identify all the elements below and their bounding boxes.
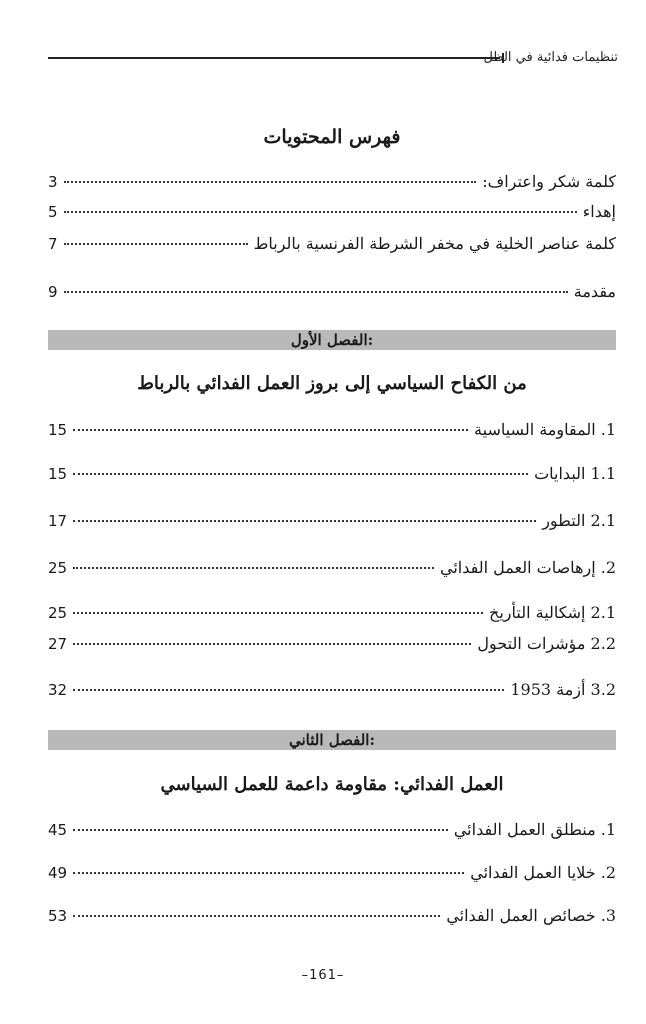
dot-leader (73, 567, 434, 569)
page-number: –161– (301, 968, 345, 983)
dot-leader (64, 211, 577, 213)
toc-entry-page: 7 (48, 235, 58, 253)
toc-entry-page: 25 (48, 604, 68, 622)
toc-entry (48, 680, 616, 706)
toc-entry-page: 45 (48, 821, 68, 839)
toc-entry-label: 2. إرهاصات العمل الفدائي (440, 558, 616, 577)
chapter-label: الفصل الأول: (290, 331, 374, 349)
dot-leader (64, 181, 477, 183)
dot-leader (73, 612, 483, 614)
toc-entry (48, 234, 616, 260)
toc-entry-label: 3.2 أزمة 1953 (510, 680, 616, 699)
chapter-banner (48, 730, 616, 750)
toc-entry-label: إهداء (582, 202, 616, 221)
chapter-label: الفصل الثاني: (289, 731, 375, 749)
toc-entry-page: 9 (48, 283, 58, 301)
chapter-banner (48, 330, 616, 350)
running-title: تنظيمات فدائية في الظل (483, 50, 618, 65)
toc-entry-page: 15 (48, 421, 68, 439)
toc-entry-page: 27 (48, 635, 68, 653)
toc-entry-label: 2.1 إشكالية التأريخ (489, 603, 616, 622)
running-header (48, 46, 618, 70)
dot-leader (73, 829, 448, 831)
dot-leader (64, 243, 248, 245)
toc-entry (48, 603, 616, 629)
toc-entry-label: 1.1 البدايات (534, 464, 616, 483)
toc-entry-page: 3 (48, 173, 58, 191)
dot-leader (73, 429, 468, 431)
toc-entry-page: 15 (48, 465, 68, 483)
toc-entry (48, 634, 616, 660)
header-rule (48, 57, 500, 59)
dot-leader (73, 915, 440, 917)
toc-entry (48, 511, 616, 537)
dot-leader (73, 473, 528, 475)
toc-entry-label: مقدمة (573, 282, 616, 301)
toc-entry-label: 2.2 مؤشرات التحول (477, 634, 616, 653)
chapter-title: العمل الفدائي: مقاومة داعمة للعمل السياسي (160, 774, 504, 795)
toc-entry (48, 172, 616, 198)
chapter-title: من الكفاح السياسي إلى بروز العمل الفدائي بالرباط (137, 373, 527, 394)
dot-leader (73, 520, 536, 522)
toc-entry-page: 53 (48, 907, 68, 925)
toc-entry-label: 2.1 التطور (542, 511, 616, 530)
toc-entry-label: 1. منطلق العمل الفدائي (453, 820, 616, 839)
toc-entry (48, 202, 616, 228)
toc-entry-page: 49 (48, 864, 68, 882)
toc-entry (48, 282, 616, 308)
toc-entry (48, 820, 616, 846)
toc-entry-page: 17 (48, 512, 68, 530)
dot-leader (73, 689, 504, 691)
toc-entry (48, 863, 616, 889)
toc-entry-label: كلمة عناصر الخلية في مخفر الشرطة الفرنسية بالرباط (253, 234, 616, 253)
toc-entry-label: 2. خلايا العمل الفدائي (470, 863, 616, 882)
dot-leader (73, 643, 471, 645)
toc-entry (48, 558, 616, 584)
dot-leader (73, 872, 464, 874)
toc-title: فهرس المحتويات (263, 126, 401, 148)
toc-entry-page: 32 (48, 681, 68, 699)
toc-entry-label: 3. خصائص العمل الفدائي (446, 906, 616, 925)
dot-leader (64, 291, 568, 293)
toc-entry (48, 420, 616, 446)
toc-entry-label: 1. المقاومة السياسية (474, 420, 616, 439)
toc-entry-label: كلمة شكر واعتراف: (482, 172, 616, 191)
toc-entry (48, 464, 616, 490)
toc-entry-page: 25 (48, 559, 68, 577)
toc-entry-page: 5 (48, 203, 58, 221)
toc-entry (48, 906, 616, 932)
